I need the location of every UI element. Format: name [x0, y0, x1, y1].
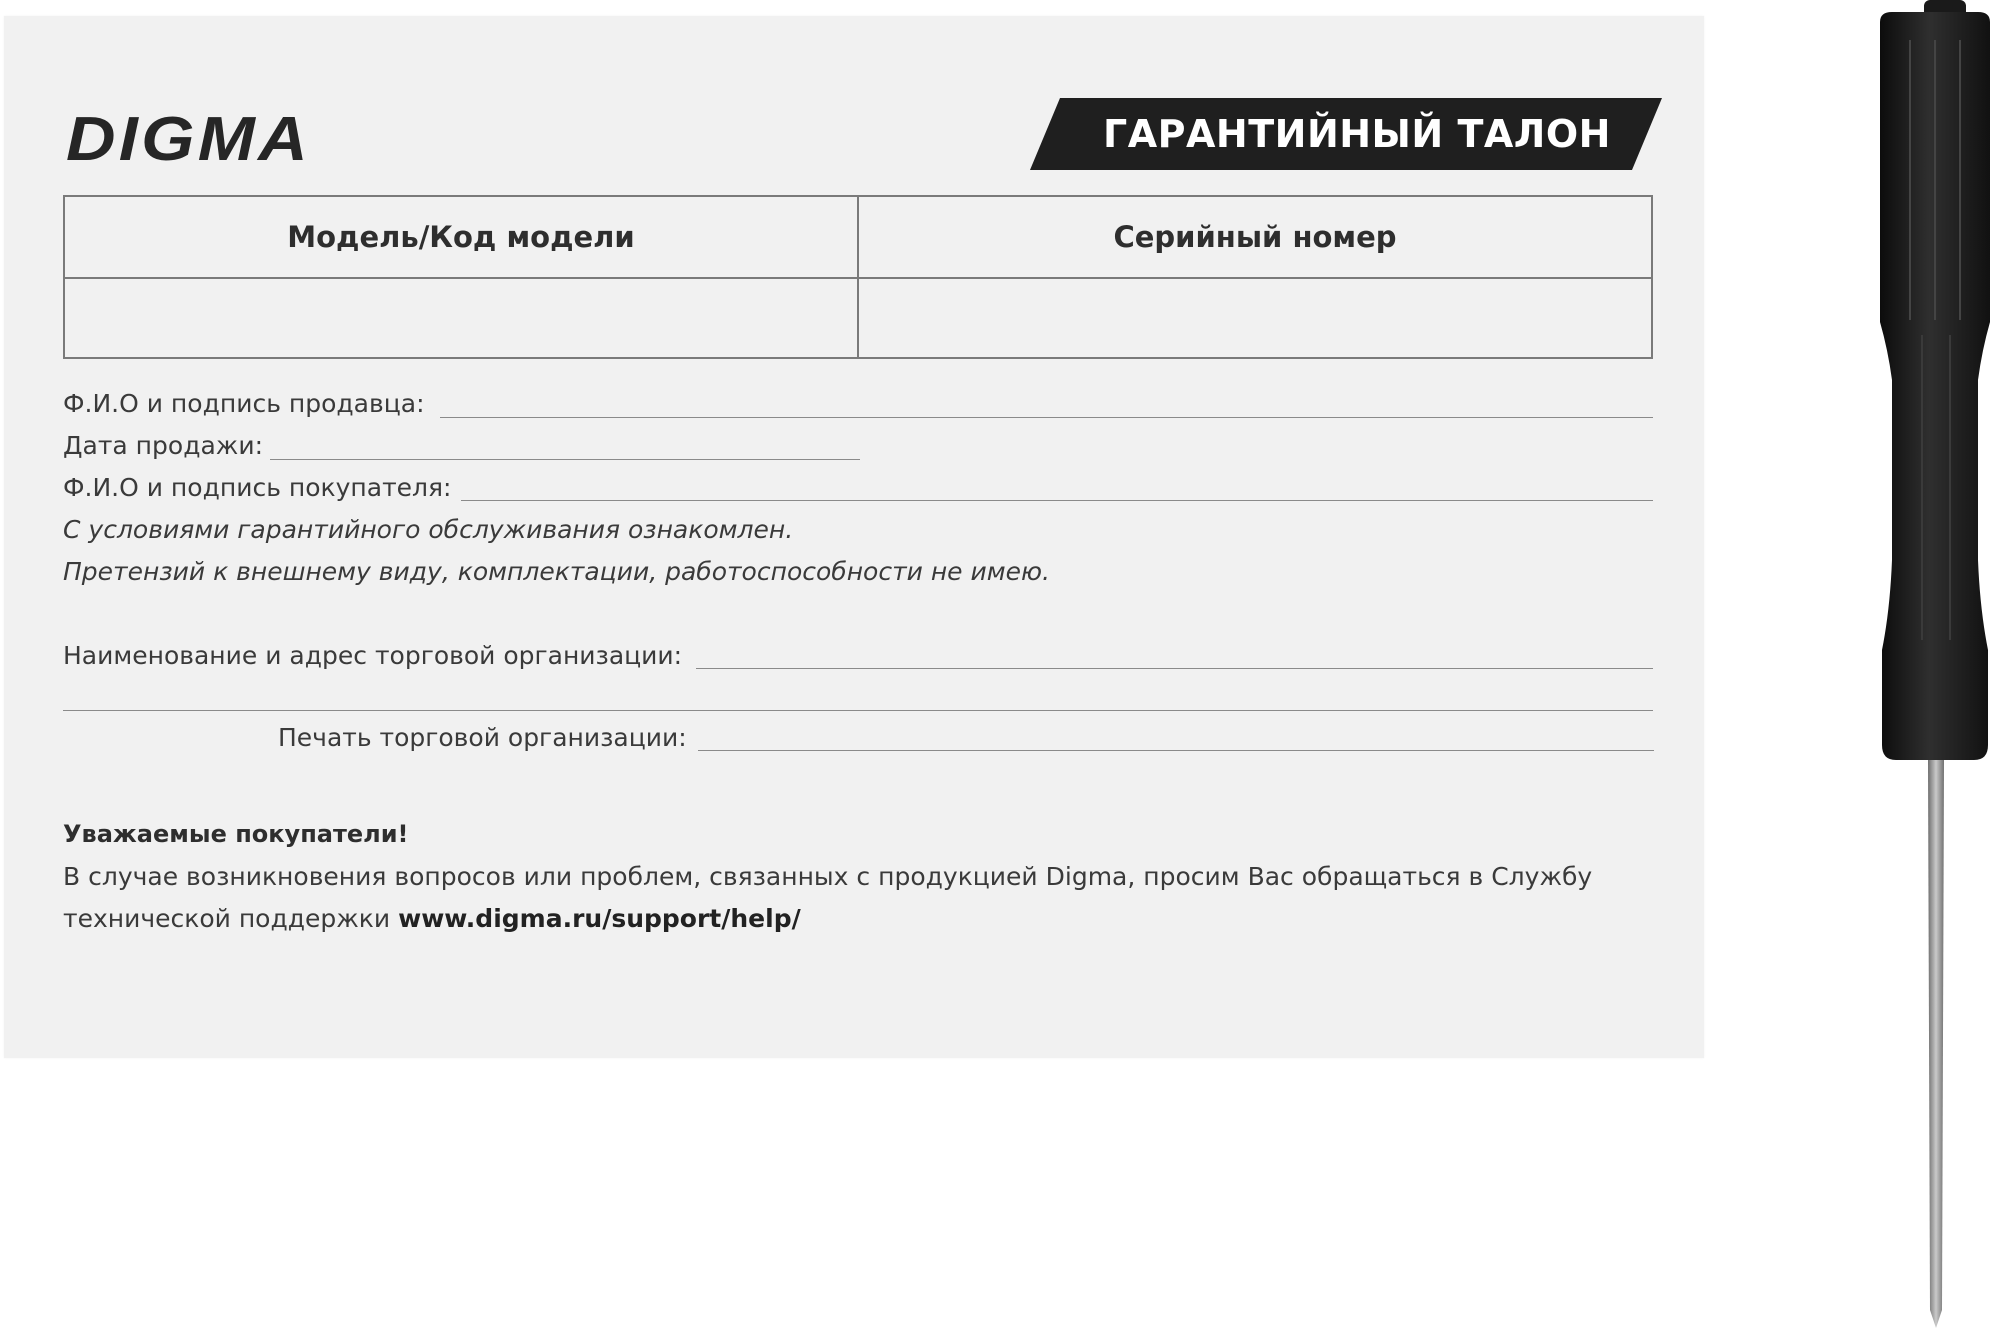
screwdriver-shaft	[1928, 760, 1944, 1328]
note-title: Уважаемые покупатели!	[63, 820, 409, 848]
seller-label: Ф.И.О и подпись продавца:	[63, 389, 425, 418]
sale-date-label: Дата продажи:	[63, 431, 263, 460]
support-link[interactable]: www.digma.ru/support/help/	[398, 904, 801, 933]
digma-logo	[66, 104, 316, 172]
org-name-line[interactable]	[696, 668, 1653, 669]
seller-line[interactable]	[440, 417, 1653, 418]
title-banner	[1030, 98, 1662, 170]
logo-text: DIGMA	[66, 105, 311, 172]
product-info-table	[63, 195, 1653, 359]
serial-value-cell[interactable]	[858, 278, 1652, 358]
card-title: ГАРАНТИЙНЫЙ ТАЛОН	[1103, 112, 1611, 156]
agreement-line-1: С условиями гарантийного обслуживания ознакомлен.	[63, 515, 794, 544]
sale-date-line[interactable]	[270, 459, 860, 460]
org-stamp-line[interactable]	[698, 750, 1654, 751]
note-body: В случае возникновения вопросов или проблем, связанных с продукцией Digma, просим Вас обращаться в Службу технической поддержки	[63, 862, 1593, 933]
screwdriver	[1870, 0, 2000, 1332]
warranty-card	[4, 16, 1704, 1058]
header-serial: Серийный номер	[858, 196, 1652, 278]
model-value-cell[interactable]	[64, 278, 858, 358]
agreement-line-2: Претензий к внешнему виду, комплектации, работоспособности не имею.	[63, 557, 1050, 586]
header-model: Модель/Код модели	[64, 196, 858, 278]
org-name-label: Наименование и адрес торговой организации:	[63, 641, 683, 670]
org-stamp-label: Печать торговой организации:	[278, 723, 687, 752]
note-text	[63, 856, 1623, 940]
buyer-label: Ф.И.О и подпись покупателя:	[63, 473, 452, 502]
org-address-line[interactable]	[63, 710, 1653, 711]
buyer-line[interactable]	[461, 500, 1653, 501]
